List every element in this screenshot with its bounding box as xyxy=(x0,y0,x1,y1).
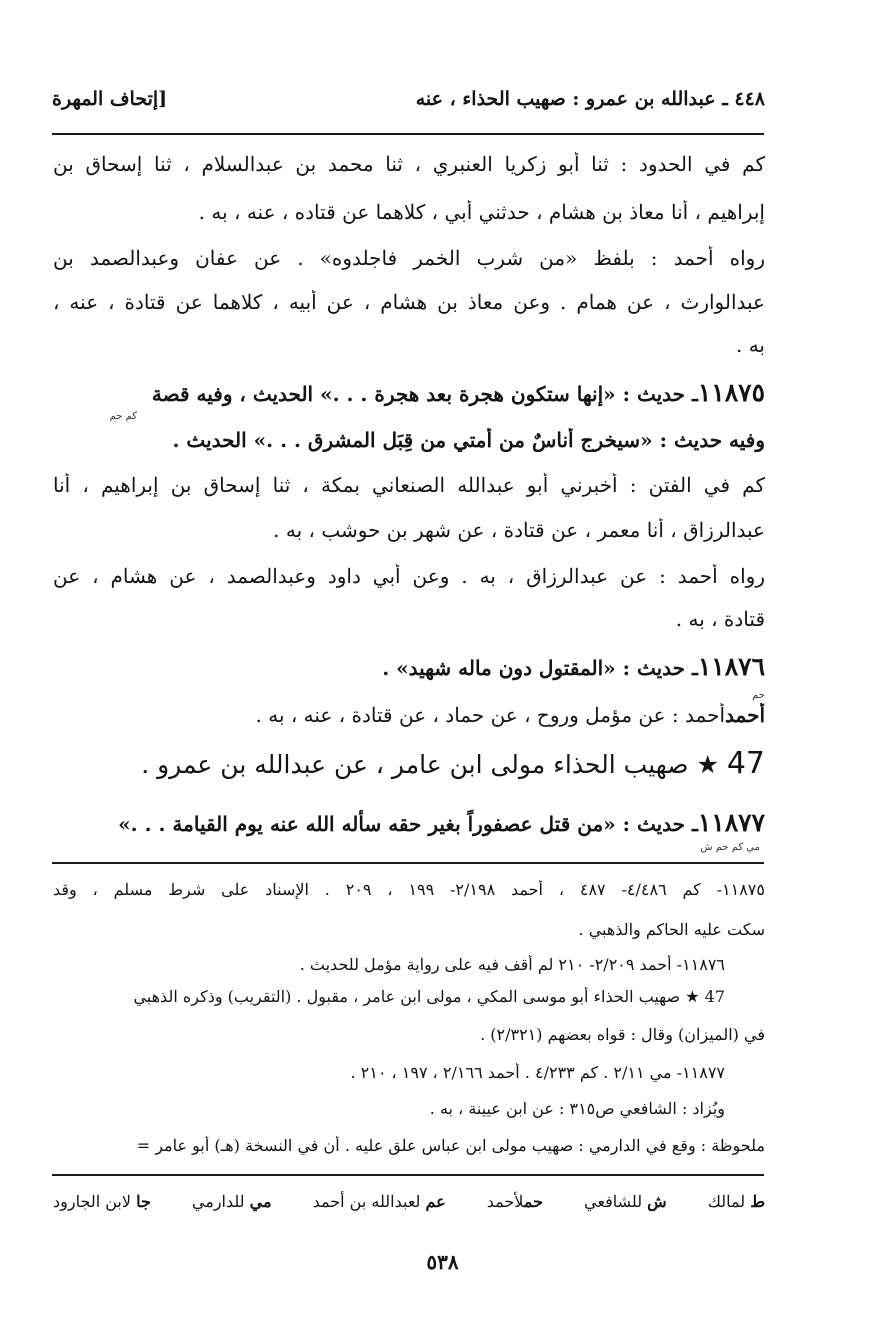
legend-item xyxy=(487,1192,543,1211)
header-rule xyxy=(52,133,764,135)
hadith-heading xyxy=(53,808,765,837)
footnote-line: في (الميزان) وقال : قواه بعضهم (٢/٣٢١) . xyxy=(480,1025,765,1044)
footnote-line: سكت عليه الحاكم والذهبي . xyxy=(578,920,765,939)
legend-code: حم xyxy=(523,1192,543,1211)
footnote-line: ١١٨٧٥- كم ٤/٤٨٦- ٤٨٧ ، أحمد ٢/١٩٨- ١٩٩ ، ٢٠٩ . الإسناد على شرط مسلم ، وقد xyxy=(53,880,765,899)
legend-text: لمالك xyxy=(707,1192,746,1211)
text-line: قتادة ، به . xyxy=(675,607,765,631)
hadith-number: ١١٨٧٦ xyxy=(697,652,765,681)
legend-code: مي xyxy=(249,1192,272,1211)
source-sigla: مي كم حم ش xyxy=(700,842,760,853)
hadith-title: ـ حديث : «المقتول دون ماله شهيد» . xyxy=(382,656,698,680)
legend-code: جا xyxy=(136,1192,151,1211)
legend-code: ط xyxy=(750,1192,765,1211)
footnote-line: ١١٨٧٧- مي ٢/١١ . كم ٤/٢٣٣ . أحمد ٢/١٦٦ ، ١٩٧ ، ٢١٠ . xyxy=(350,1063,725,1082)
running-header-book: [إتحاف المهرة xyxy=(52,88,168,110)
footnote-line: ١١٨٧٦- أحمد ٢/٢٠٩- ٢١٠ لم أقف فيه على رواية مؤمل للحديث . xyxy=(299,955,725,974)
footnote-line: ويُزاد : الشافعي ص٣١٥ : عن ابن عيينة ، به . xyxy=(429,1099,725,1118)
text-line: كم في الحدود : ثنا أبو زكريا العنبري ، ثنا محمد بن عبدالسلام ، ثنا إسحاق بن xyxy=(53,152,765,176)
source-name: أحمد xyxy=(725,703,765,727)
legend-code: ش xyxy=(647,1192,667,1211)
text-line: عبدالرزاق ، أنا معمر ، عن قتادة ، عن شهر بن حوشب ، به . xyxy=(273,518,765,542)
source-text: أحمد : عن مؤمل وروح ، عن حماد ، عن قتادة ، عنه ، به . xyxy=(255,703,726,727)
page-number: ٥٣٨ xyxy=(426,1250,459,1274)
legend-item xyxy=(192,1192,272,1211)
hadith-heading-continued: وفيه حديث : «سيخرج أُناسٌ من أمتي من قِبَل المشرق . . .» الحديث . xyxy=(172,428,765,452)
legend-text: لأحمد xyxy=(486,1192,524,1211)
source-sigla: حم xyxy=(752,690,765,701)
text-line: به . xyxy=(735,333,765,357)
text-line: إبراهيم ، أنا معاذ بن هشام ، حدثني أبي ، كلاهما عن قتاده ، عنه ، به . xyxy=(198,200,765,224)
hadith-heading xyxy=(53,378,765,407)
text-line: رواه أحمد : بلفظ «من شرب الخمر فاجلدوه» . عن عفان وعبدالصمد بن xyxy=(53,246,765,270)
legend-item xyxy=(313,1192,446,1211)
hadith-number: ١١٨٧٥ xyxy=(697,378,765,407)
legend-rule xyxy=(52,1174,764,1176)
legend-code: عم xyxy=(425,1192,446,1211)
legend-text: لعبدالله بن أحمد xyxy=(312,1192,421,1211)
hadith-title: ـ حديث : «من قتل عصفوراً بغير حقه سأله الله عنه يوم القيامة . . .» xyxy=(118,812,698,836)
legend-text: لابن الجارود xyxy=(53,1192,131,1211)
text-line: كم في الفتن : أخبرني أبو عبدالله الصنعاني بمكة ، ثنا إسحاق بن إبراهيم ، أنا xyxy=(53,473,765,497)
text-line: عبدالوارث ، عن همام . وعن معاذ بن هشام ، عن أبيه ، كلاهما عن قتادة ، عنه ، xyxy=(53,290,765,314)
footnote-line: ملحوظة : وقع في الدارمي : صهيب مولى ابن عباس علق عليه . أن في النسخة (هـ) أبو عامر = xyxy=(136,1136,765,1155)
text-line xyxy=(53,703,765,727)
legend-text: للشافعي xyxy=(584,1192,643,1211)
narrator-heading xyxy=(53,746,765,781)
running-header-title: ٤٤٨ ـ عبدالله بن عمرو : صهيب الحذاء ، عنه xyxy=(415,88,765,110)
footnote-line: 47 ★ صهيب الحذاء أبو موسى المكي ، مولى ابن عامر ، مقبول . (التقريب) وذكره الذهبي xyxy=(133,987,725,1006)
hadith-number: ١١٨٧٧ xyxy=(697,808,765,837)
legend-item xyxy=(53,1192,151,1211)
narrator-title: صهيب الحذاء مولى ابن عامر ، عن عبدالله بن عمرو . xyxy=(141,750,689,779)
hadith-heading xyxy=(53,652,765,681)
footnote-rule xyxy=(52,862,764,864)
legend-item xyxy=(584,1192,667,1211)
hadith-title: ـ حديث : «إنها ستكون هجرة بعد هجرة . . .» الحديث ، وفيه قصة xyxy=(151,382,698,406)
legend-item xyxy=(708,1192,765,1211)
source-sigla: كم حم xyxy=(109,411,137,422)
abbreviation-legend xyxy=(53,1192,765,1211)
star-icon: ★ xyxy=(696,750,719,779)
legend-text: للدارمي xyxy=(191,1192,245,1211)
text-line: رواه أحمد : عن عبدالرزاق ، به . وعن أبي داود وعبدالصمد ، عن هشام ، عن xyxy=(53,564,765,588)
narrator-number: 47 xyxy=(726,746,765,781)
